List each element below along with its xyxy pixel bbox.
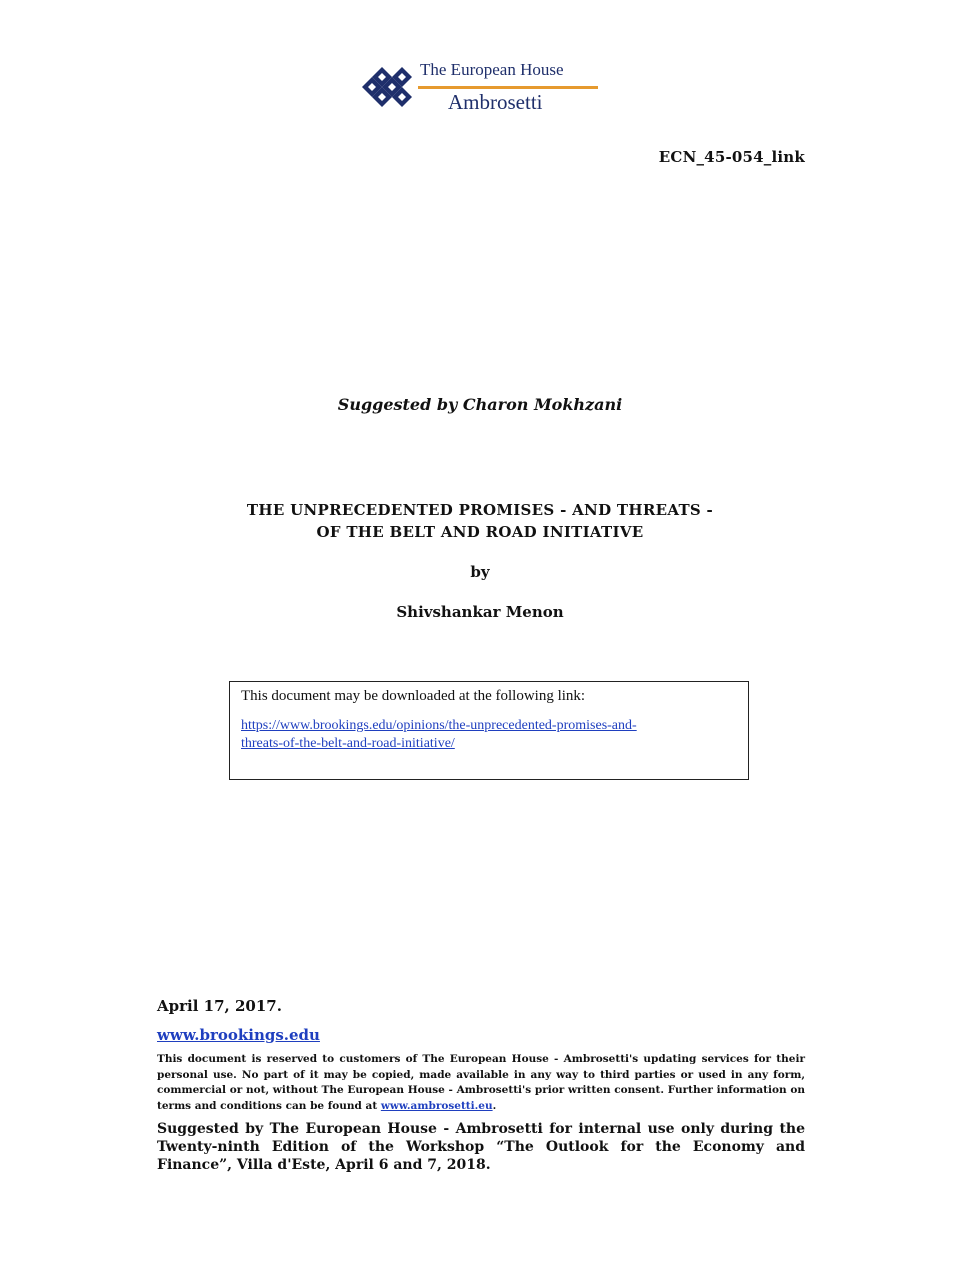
link-intro-text: This document may be downloaded at the following link:	[241, 688, 586, 704]
disclaimer-body: This document is reserved to customers of The European House - Ambrosetti's updating services for their personal use. No part of it may be copied, made available in any way to third parties or used in any form, commercial or not, without The European House - Ambrosetti's prior written consent. Further information on terms and conditions can be found at	[157, 1053, 805, 1112]
website-link[interactable]: www.brookings.edu	[157, 1026, 320, 1044]
document-code: ECN_45-054_link	[658, 148, 805, 166]
ambrosetti-logo-icon	[362, 64, 412, 110]
logo-text-bottom: Ambrosetti	[448, 90, 543, 114]
publication-date: April 17, 2017.	[157, 997, 282, 1015]
download-link[interactable]	[241, 717, 738, 753]
internal-use-note: Suggested by The European House - Ambrosetti for internal use only during the Twenty-ninth Edition of the Workshop “The Outlook for the Economy and Finance”, Villa d'Este, April 6 and 7, 2018.	[157, 1121, 805, 1173]
title-line-1: THE UNPRECEDENTED PROMISES - AND THREATS -	[246, 501, 714, 519]
author-name: Shivshankar Menon	[396, 603, 564, 621]
disclaimer-end: .	[492, 1099, 497, 1112]
logo-divider	[418, 86, 598, 89]
download-link-line-2[interactable]: threats-of-the-belt-and-road-initiative/	[241, 736, 455, 751]
logo-text-top: The European House	[420, 60, 564, 79]
download-link-box	[229, 681, 749, 780]
by-label: by	[470, 563, 490, 581]
title-line-2: OF THE BELT AND ROAD INITIATIVE	[316, 523, 644, 541]
company-logo	[362, 60, 602, 114]
suggested-by: Suggested by Charon Mokhzani	[337, 395, 623, 414]
footer	[157, 997, 805, 1174]
document-title	[0, 499, 960, 543]
disclaimer-text	[157, 1052, 805, 1114]
download-link-line-1[interactable]: https://www.brookings.edu/opinions/the-unprecedented-promises-and-	[241, 718, 637, 733]
ambrosetti-website-link[interactable]: www.ambrosetti.eu	[380, 1099, 493, 1112]
